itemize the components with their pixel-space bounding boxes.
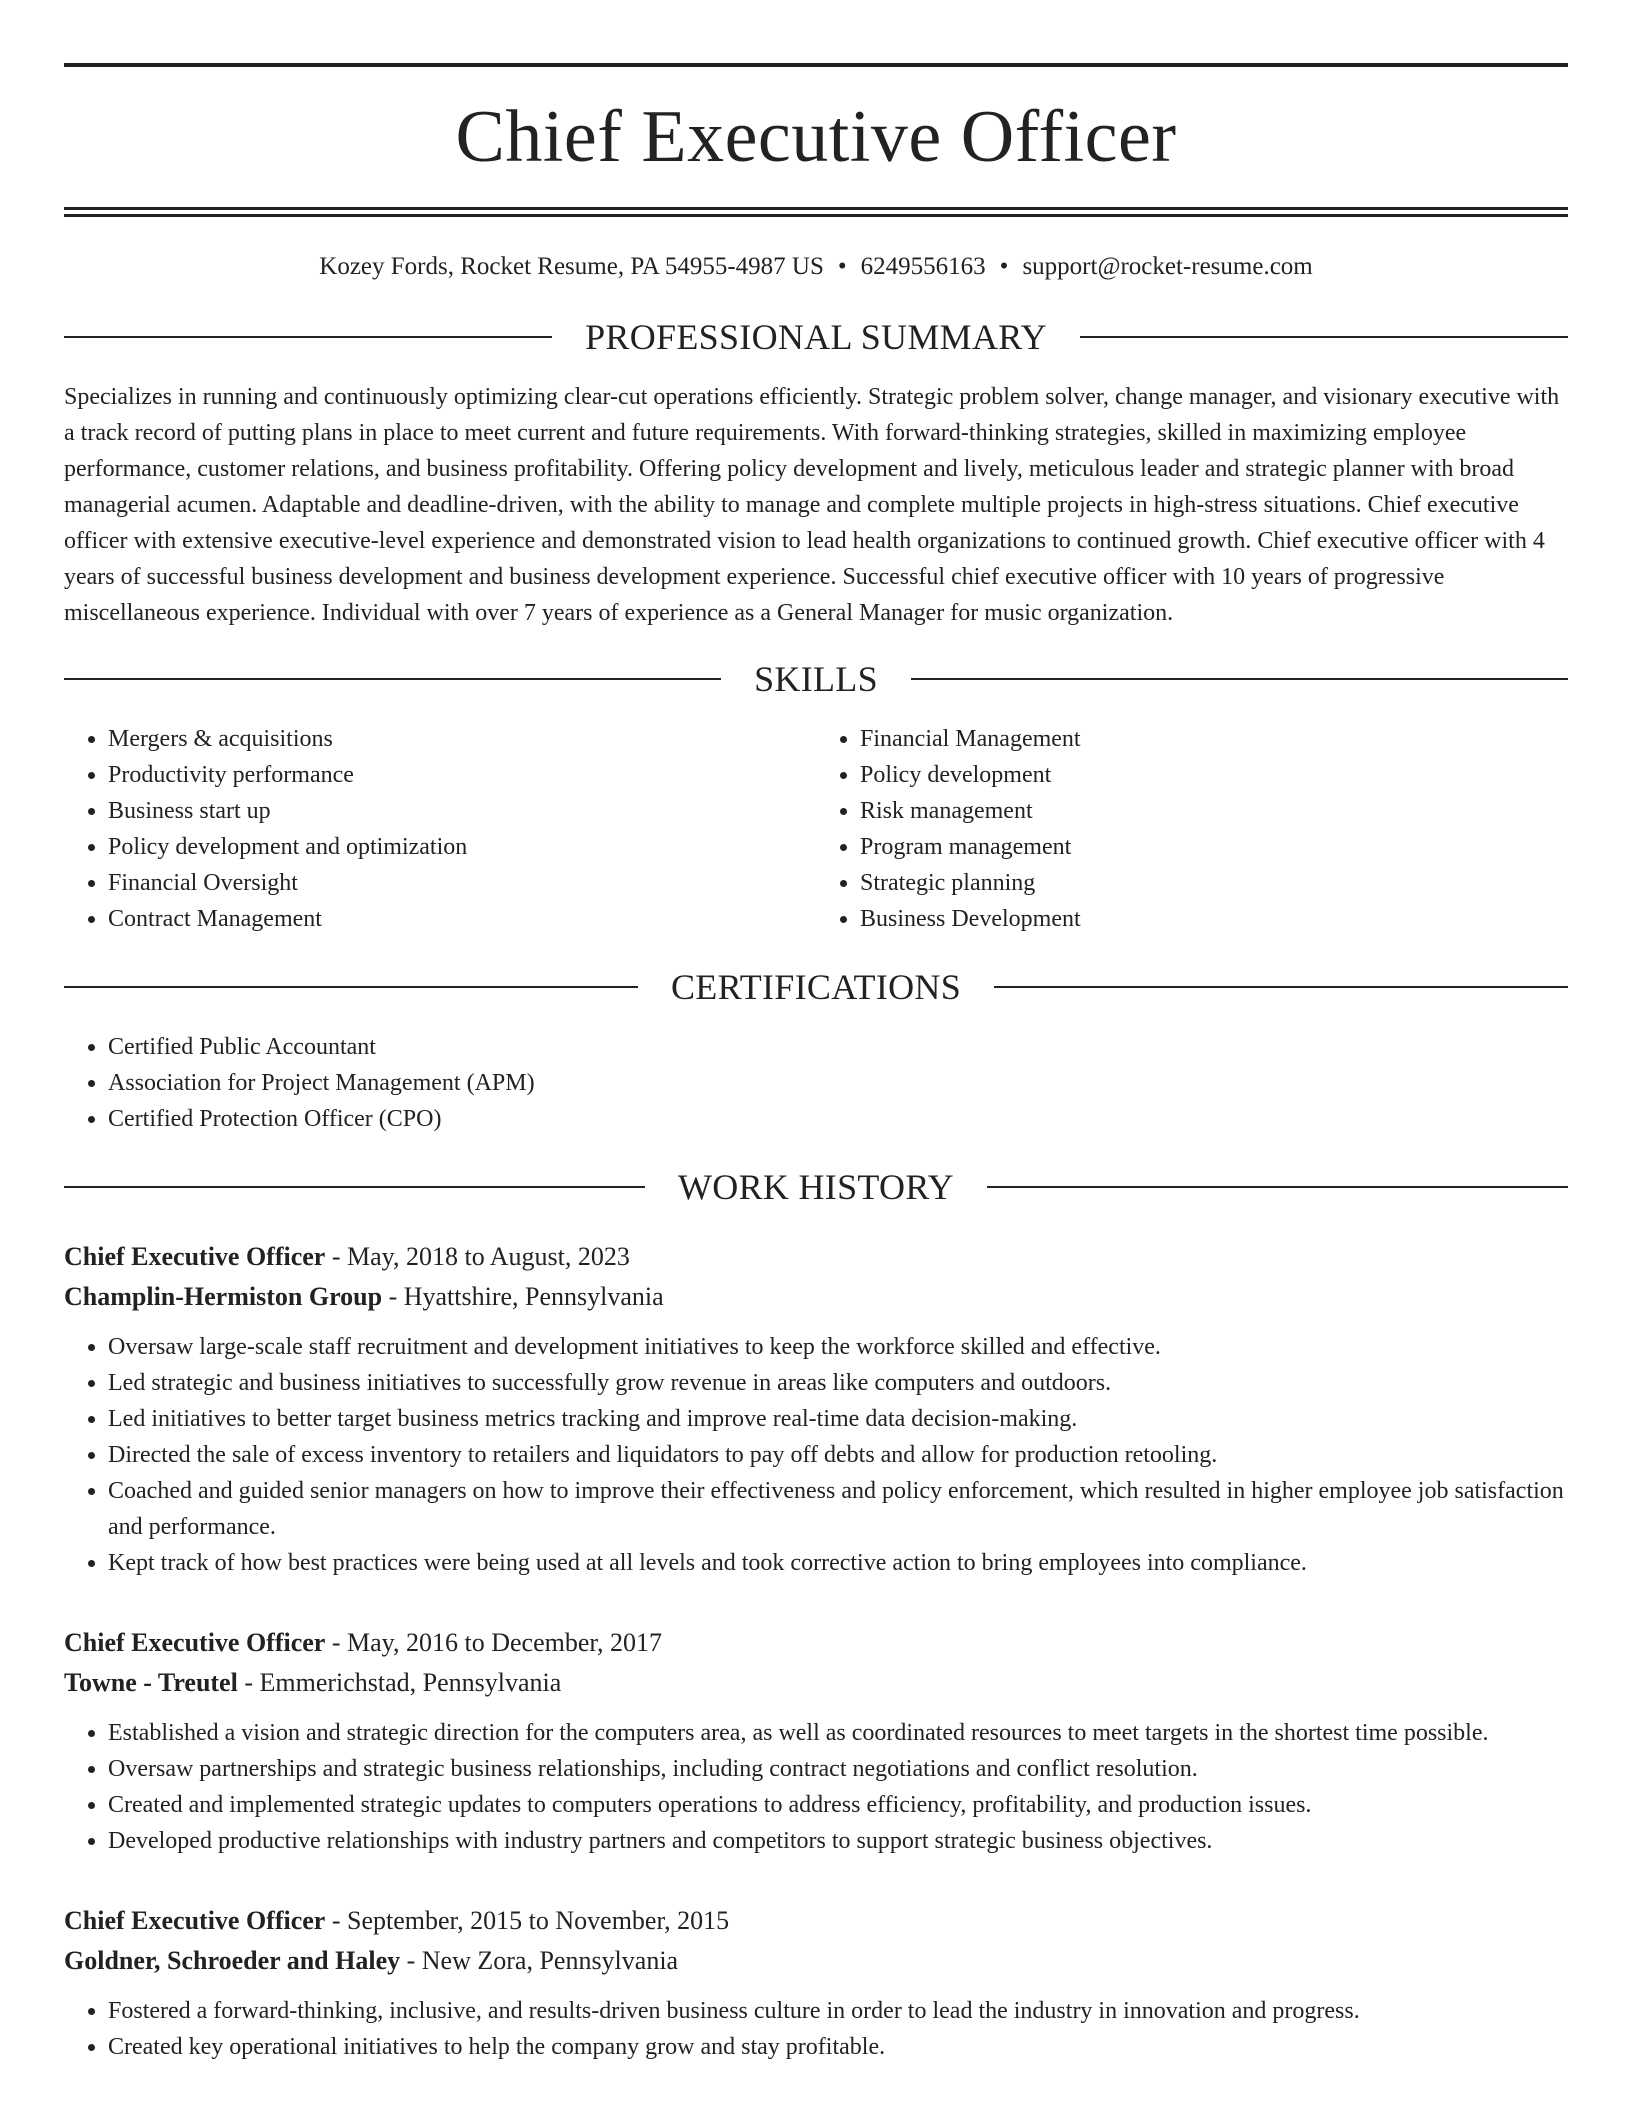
heading-rule — [911, 678, 1568, 680]
section-heading-skills — [64, 659, 1568, 699]
job-title: Chief Executive Officer — [64, 1242, 326, 1271]
section-heading-work-history — [64, 1167, 1568, 1207]
skills-columns — [64, 721, 1568, 937]
job-bullets — [64, 1329, 1568, 1581]
heading-rule — [64, 1186, 645, 1188]
section-heading-summary — [64, 317, 1568, 357]
job-bullet: • Developed productive relationships with industry partners and competitors to support strategic business objectives. — [108, 1823, 1568, 1859]
contact-phone: 6249556163 — [860, 253, 986, 280]
job-company-line — [64, 1941, 1568, 1981]
skills-list-right — [816, 721, 1568, 937]
title-double-rule — [64, 207, 1568, 217]
job-bullets — [64, 1715, 1568, 1859]
skill-item: • Policy development and optimization — [108, 829, 816, 865]
job-dates: - May, 2018 to August, 2023 — [325, 1242, 630, 1271]
job-title-line — [64, 1237, 1568, 1277]
section-title: CERTIFICATIONS — [670, 967, 962, 1007]
skill-item: • Business Development — [860, 901, 1568, 937]
skill-item: • Risk management — [860, 793, 1568, 829]
job-title: Chief Executive Officer — [64, 1628, 326, 1657]
skill-item: • Business start up — [108, 793, 816, 829]
skill-item: • Program management — [860, 829, 1568, 865]
job-location: - New Zora, Pennsylvania — [400, 1946, 679, 1975]
skills-list-left — [64, 721, 816, 937]
section-title: SKILLS — [754, 659, 878, 699]
job-company-line — [64, 1277, 1568, 1317]
heading-rule — [1080, 336, 1568, 338]
skill-item: • Mergers & acquisitions — [108, 721, 816, 757]
job-title: Chief Executive Officer — [64, 1906, 326, 1935]
job-bullet: • Created and implemented strategic updates to computers operations to address efficiency, profitability, and production issues. — [108, 1787, 1568, 1823]
job-bullet: • Kept track of how best practices were being used at all levels and took corrective action to bring employees into compliance. — [108, 1545, 1568, 1581]
contact-address: Kozey Fords, Rocket Resume, PA 54955-4987 US — [319, 253, 824, 280]
section-heading-certifications — [64, 967, 1568, 1007]
job-dates: - September, 2015 to November, 2015 — [325, 1906, 730, 1935]
job-entry — [64, 1623, 1568, 1859]
certifications-list — [64, 1029, 1568, 1137]
job-bullet: • Fostered a forward-thinking, inclusive, and results-driven business culture in order to lead the industry in innovation and progress. — [108, 1993, 1568, 2029]
job-bullet: • Oversaw large-scale staff recruitment and development initiatives to keep the workforce skilled and effective. — [108, 1329, 1568, 1365]
job-company: Towne - Treutel — [64, 1668, 238, 1697]
section-title: WORK HISTORY — [678, 1167, 954, 1207]
job-title-line — [64, 1901, 1568, 1941]
job-dates: - May, 2016 to December, 2017 — [325, 1628, 662, 1657]
job-bullet: • Led initiatives to better target business metrics tracking and improve real-time data decision-making. — [108, 1401, 1568, 1437]
contact-line — [64, 251, 1568, 283]
job-company: Goldner, Schroeder and Haley — [64, 1946, 401, 1975]
skill-item: • Contract Management — [108, 901, 816, 937]
job-location: - Hyattshire, Pennsylvania — [382, 1282, 664, 1311]
certification-item: • Association for Project Management (APM) — [108, 1065, 1568, 1101]
job-bullet: • Directed the sale of excess inventory to retailers and liquidators to pay off debts and allow for production retooling. — [108, 1437, 1568, 1473]
skill-item: • Productivity performance — [108, 757, 816, 793]
heading-rule — [64, 986, 638, 988]
heading-rule — [994, 986, 1568, 988]
skill-item: • Policy development — [860, 757, 1568, 793]
job-bullets — [64, 1993, 1568, 2065]
job-location: - Emmerichstad, Pennsylvania — [237, 1668, 562, 1697]
job-bullet: • Created key operational initiatives to help the company grow and stay profitable. — [108, 2029, 1568, 2065]
skill-item: • Financial Management — [860, 721, 1568, 757]
contact-separator: • — [837, 253, 847, 280]
job-entry — [64, 1237, 1568, 1581]
certification-item: • Certified Public Accountant — [108, 1029, 1568, 1065]
page-title: Chief Executive Officer — [455, 96, 1177, 178]
heading-rule — [64, 678, 721, 680]
certification-item: • Certified Protection Officer (CPO) — [108, 1101, 1568, 1137]
job-title-line — [64, 1623, 1568, 1663]
skill-item: • Financial Oversight — [108, 865, 816, 901]
summary-text: Specializes in running and continuously optimizing clear-cut operations efficiently. Strategic problem solver, change manager, and visionary executive with a track record of putting plans in place to meet current and future requirements. With forward-thinking strategies, skilled in maximizing employee performance, customer relations, and business profitability. Offering policy development and lively, meticulous leader and strategic planner with broad managerial acumen. Adaptable and deadline-driven, with the ability to manage and complete multiple projects in high-stress situations. Chief executive officer with extensive executive-level experience and demonstrated vision to lead health organizations to continued growth. Chief executive officer with 4 years of successful business development and business development experience. Successful chief executive officer with 10 years of progressive miscellaneous experience. Individual with over 7 years of experience as a General Manager for music organization. — [64, 384, 1560, 626]
contact-separator: • — [999, 253, 1009, 280]
heading-rule — [64, 336, 552, 338]
section-title: PROFESSIONAL SUMMARY — [585, 317, 1047, 357]
skill-item: • Strategic planning — [860, 865, 1568, 901]
contact-email: support@rocket-resume.com — [1022, 253, 1313, 280]
job-bullet: • Established a vision and strategic direction for the computers area, as well as coordinated resources to meet targets in the shortest time possible. — [108, 1715, 1568, 1751]
job-bullet: • Led strategic and business initiatives to successfully grow revenue in areas like computers and outdoors. — [108, 1365, 1568, 1401]
job-bullet: • Oversaw partnerships and strategic business relationships, including contract negotiations and conflict resolution. — [108, 1751, 1568, 1787]
heading-rule — [987, 1186, 1568, 1188]
job-company: Champlin-Hermiston Group — [64, 1282, 383, 1311]
job-entry — [64, 1901, 1568, 2065]
job-bullet: • Coached and guided senior managers on how to improve their effectiveness and policy enforcement, which resulted in higher employee job satisfaction and performance. — [108, 1473, 1568, 1545]
job-company-line — [64, 1663, 1568, 1703]
